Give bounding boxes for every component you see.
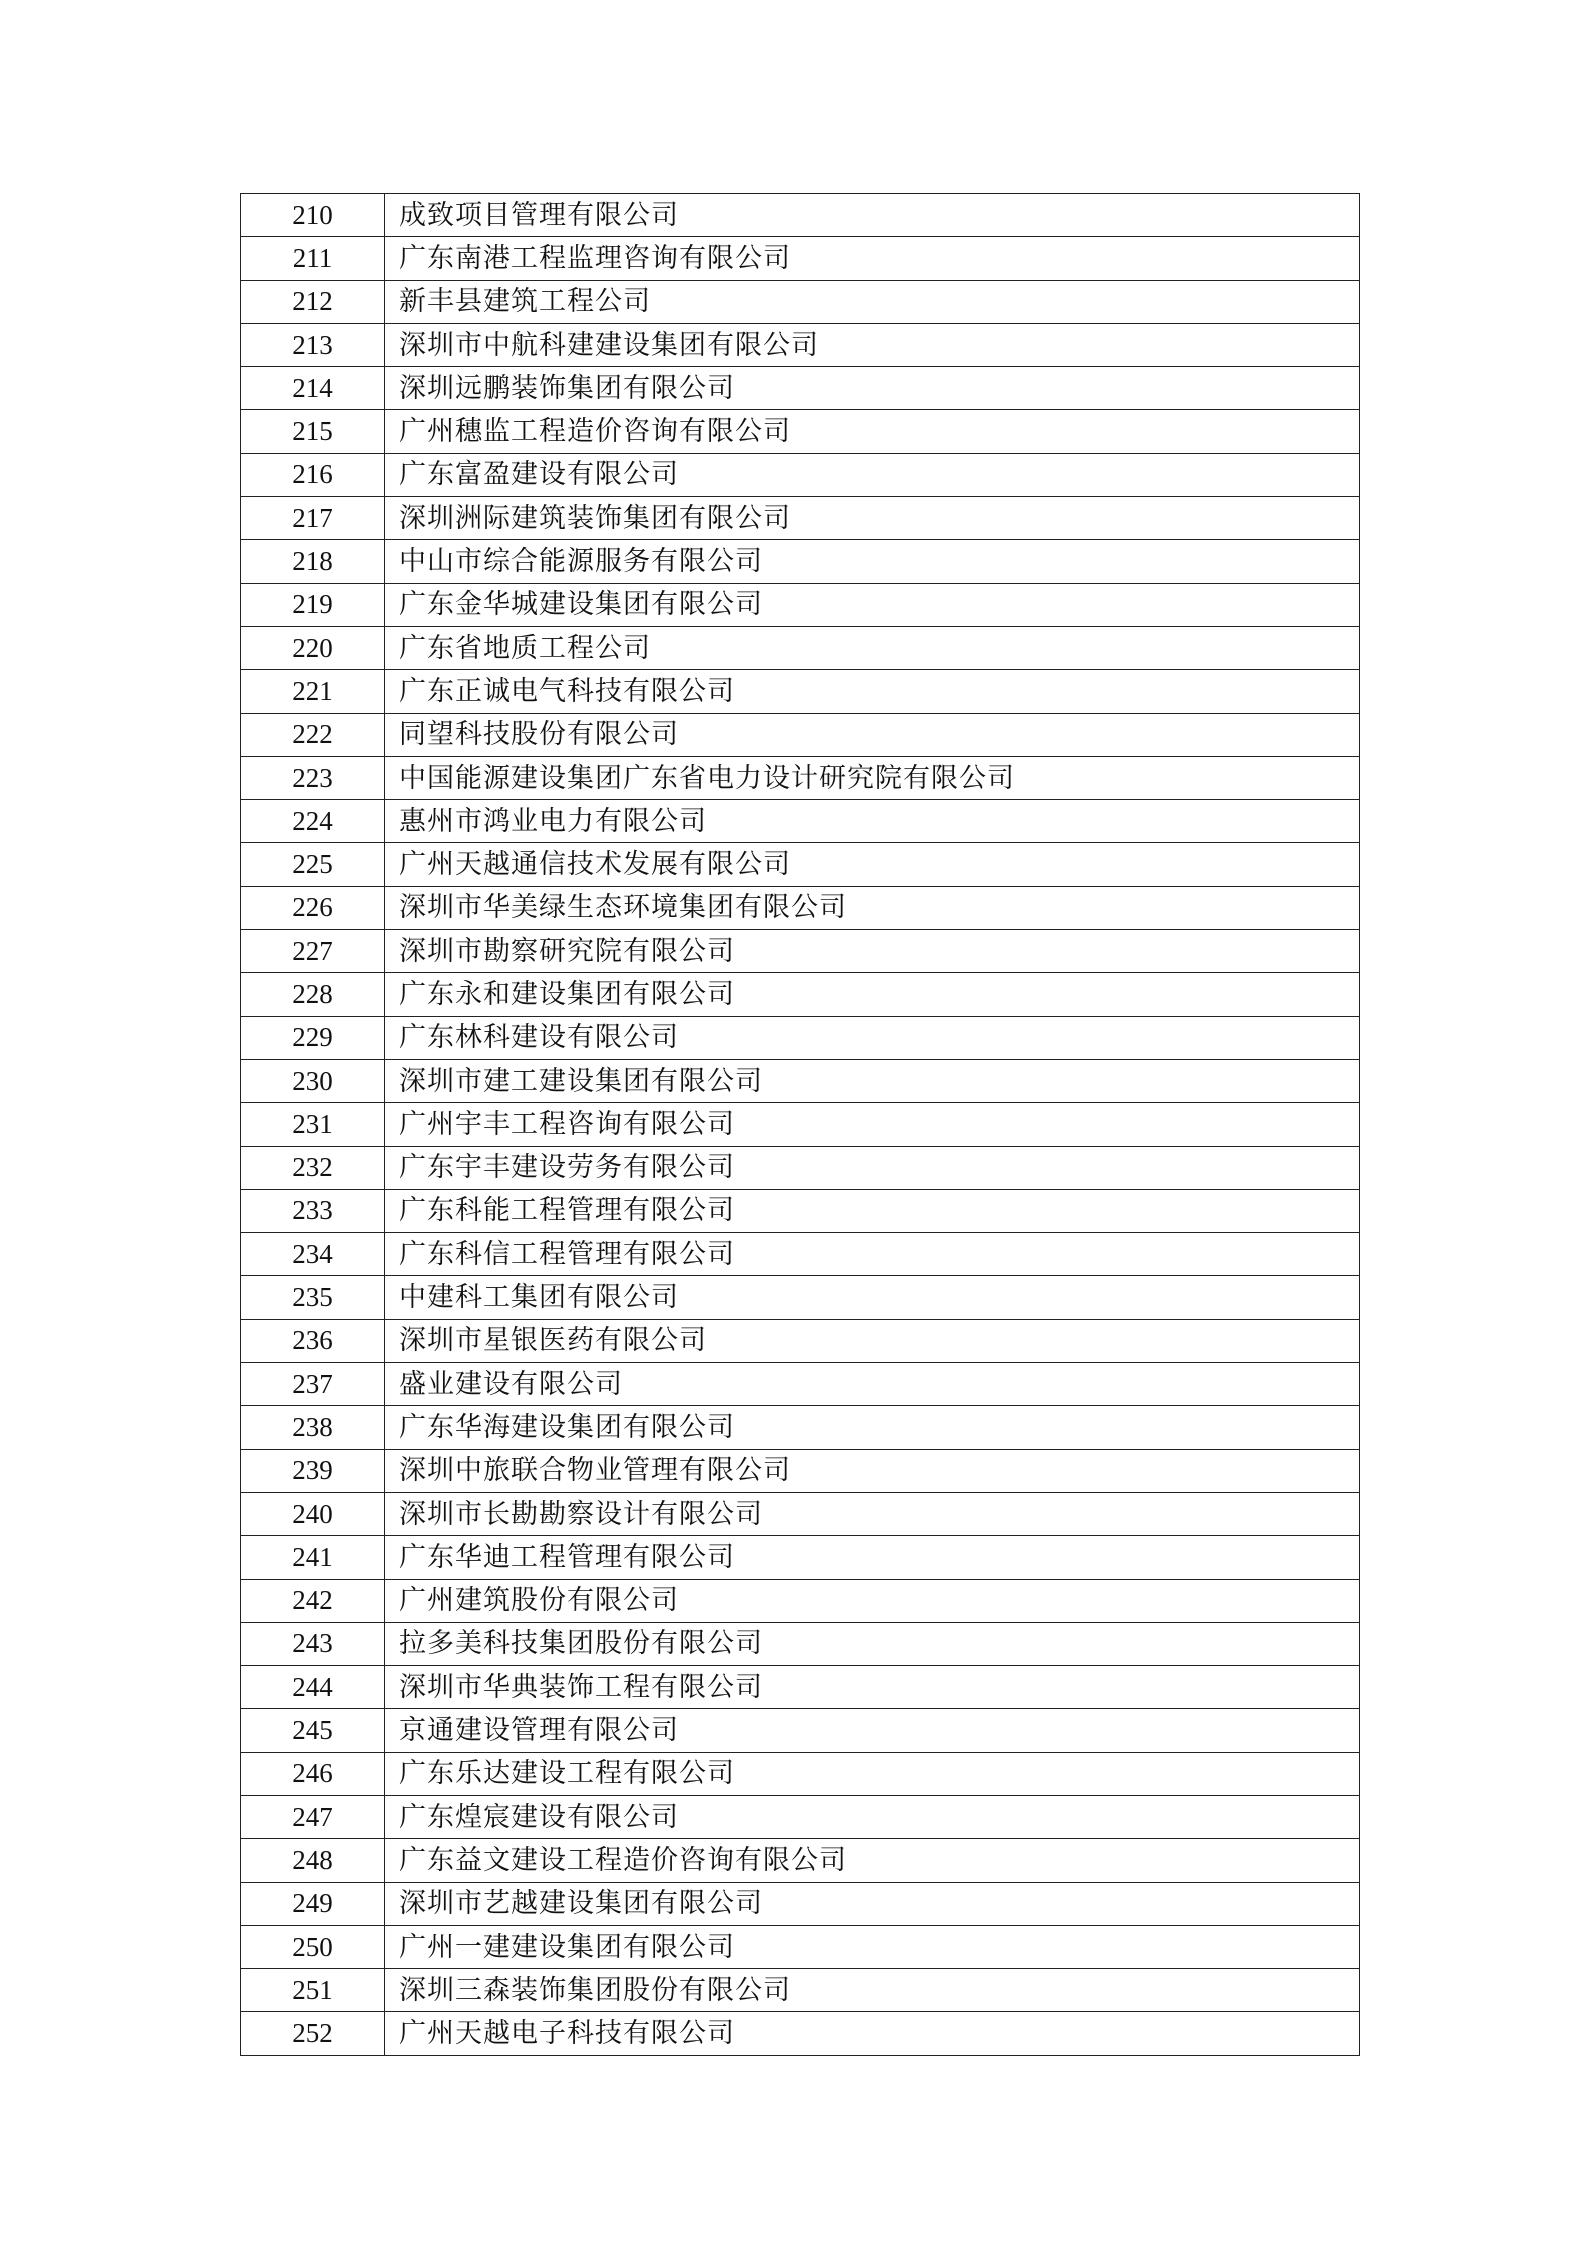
row-number-cell: 217 (241, 497, 385, 540)
company-name-cell: 广东乐达建设工程有限公司 (385, 1752, 1360, 1795)
company-name-cell: 深圳市艺越建设集团有限公司 (385, 1882, 1360, 1925)
company-name-cell: 广州天越通信技术发展有限公司 (385, 843, 1360, 886)
row-number-cell: 243 (241, 1622, 385, 1665)
table-row (241, 1319, 1360, 1362)
row-number-cell: 251 (241, 1969, 385, 2012)
company-name-cell: 深圳中旅联合物业管理有限公司 (385, 1449, 1360, 1492)
table-row (241, 843, 1360, 886)
company-name-cell: 新丰县建筑工程公司 (385, 280, 1360, 323)
row-number-cell: 221 (241, 670, 385, 713)
company-name-cell: 惠州市鸿业电力有限公司 (385, 800, 1360, 843)
table-row (241, 1189, 1360, 1232)
row-number-cell: 247 (241, 1795, 385, 1838)
row-number-cell: 239 (241, 1449, 385, 1492)
row-number-cell: 212 (241, 280, 385, 323)
table-row (241, 410, 1360, 453)
row-number-cell: 236 (241, 1319, 385, 1362)
table-row (241, 1406, 1360, 1449)
table-row (241, 453, 1360, 496)
company-name-cell: 拉多美科技集团股份有限公司 (385, 1622, 1360, 1665)
table-row (241, 323, 1360, 366)
table-row (241, 800, 1360, 843)
table-row (241, 194, 1360, 237)
table-row (241, 1969, 1360, 2012)
row-number-cell: 248 (241, 1839, 385, 1882)
company-name-cell: 广东科信工程管理有限公司 (385, 1233, 1360, 1276)
company-list-table (240, 193, 1360, 2056)
row-number-cell: 219 (241, 583, 385, 626)
company-name-cell: 深圳远鹏装饰集团有限公司 (385, 367, 1360, 410)
row-number-cell: 210 (241, 194, 385, 237)
row-number-cell: 233 (241, 1189, 385, 1232)
row-number-cell: 215 (241, 410, 385, 453)
table-row (241, 1795, 1360, 1838)
table-row (241, 497, 1360, 540)
company-name-cell: 深圳市星银医药有限公司 (385, 1319, 1360, 1362)
row-number-cell: 231 (241, 1103, 385, 1146)
table-row (241, 583, 1360, 626)
table-row (241, 1233, 1360, 1276)
company-name-cell: 广东金华城建设集团有限公司 (385, 583, 1360, 626)
company-name-cell: 广东华迪工程管理有限公司 (385, 1536, 1360, 1579)
row-number-cell: 245 (241, 1709, 385, 1752)
table-row (241, 1492, 1360, 1535)
company-name-cell: 深圳洲际建筑装饰集团有限公司 (385, 497, 1360, 540)
company-name-cell: 中国能源建设集团广东省电力设计研究院有限公司 (385, 756, 1360, 799)
table-row (241, 713, 1360, 756)
company-name-cell: 广东正诚电气科技有限公司 (385, 670, 1360, 713)
table-row (241, 367, 1360, 410)
row-number-cell: 252 (241, 2012, 385, 2055)
company-name-cell: 盛业建设有限公司 (385, 1363, 1360, 1406)
company-name-cell: 广东科能工程管理有限公司 (385, 1189, 1360, 1232)
company-name-cell: 广东煌宸建设有限公司 (385, 1795, 1360, 1838)
row-number-cell: 242 (241, 1579, 385, 1622)
company-name-cell: 深圳市华美绿生态环境集团有限公司 (385, 886, 1360, 929)
row-number-cell: 234 (241, 1233, 385, 1276)
table-row (241, 973, 1360, 1016)
row-number-cell: 223 (241, 756, 385, 799)
row-number-cell: 249 (241, 1882, 385, 1925)
row-number-cell: 220 (241, 626, 385, 669)
company-name-cell: 中建科工集团有限公司 (385, 1276, 1360, 1319)
row-number-cell: 229 (241, 1016, 385, 1059)
table-row (241, 1752, 1360, 1795)
company-name-cell: 同望科技股份有限公司 (385, 713, 1360, 756)
row-number-cell: 211 (241, 237, 385, 280)
company-name-cell: 广州建筑股份有限公司 (385, 1579, 1360, 1622)
row-number-cell: 218 (241, 540, 385, 583)
table-row (241, 1536, 1360, 1579)
company-name-cell: 广州穗监工程造价咨询有限公司 (385, 410, 1360, 453)
company-name-cell: 深圳市建工建设集团有限公司 (385, 1059, 1360, 1102)
company-name-cell: 中山市综合能源服务有限公司 (385, 540, 1360, 583)
row-number-cell: 226 (241, 886, 385, 929)
table-row (241, 756, 1360, 799)
row-number-cell: 235 (241, 1276, 385, 1319)
company-name-cell: 深圳市长勘勘察设计有限公司 (385, 1492, 1360, 1535)
row-number-cell: 225 (241, 843, 385, 886)
company-name-cell: 广州宇丰工程咨询有限公司 (385, 1103, 1360, 1146)
row-number-cell: 216 (241, 453, 385, 496)
table-row (241, 1016, 1360, 1059)
row-number-cell: 241 (241, 1536, 385, 1579)
table-row (241, 237, 1360, 280)
table-row (241, 1579, 1360, 1622)
company-name-cell: 深圳市华典装饰工程有限公司 (385, 1666, 1360, 1709)
company-name-cell: 深圳市勘察研究院有限公司 (385, 930, 1360, 973)
row-number-cell: 228 (241, 973, 385, 1016)
company-name-cell: 广东富盈建设有限公司 (385, 453, 1360, 496)
company-name-cell: 广东南港工程监理咨询有限公司 (385, 237, 1360, 280)
table-row (241, 2012, 1360, 2055)
table-row (241, 626, 1360, 669)
table-row (241, 930, 1360, 973)
table-row (241, 280, 1360, 323)
row-number-cell: 230 (241, 1059, 385, 1102)
company-name-cell: 广东华海建设集团有限公司 (385, 1406, 1360, 1449)
company-name-cell: 京通建设管理有限公司 (385, 1709, 1360, 1752)
table-row (241, 1449, 1360, 1492)
row-number-cell: 224 (241, 800, 385, 843)
table-row (241, 1622, 1360, 1665)
table-row (241, 1059, 1360, 1102)
row-number-cell: 213 (241, 323, 385, 366)
table-row (241, 1839, 1360, 1882)
company-name-cell: 广东林科建设有限公司 (385, 1016, 1360, 1059)
company-name-cell: 深圳三森装饰集团股份有限公司 (385, 1969, 1360, 2012)
company-name-cell: 广东宇丰建设劳务有限公司 (385, 1146, 1360, 1189)
row-number-cell: 237 (241, 1363, 385, 1406)
company-name-cell: 深圳市中航科建建设集团有限公司 (385, 323, 1360, 366)
company-name-cell: 广东益文建设工程造价咨询有限公司 (385, 1839, 1360, 1882)
table-row (241, 1363, 1360, 1406)
table-row (241, 1666, 1360, 1709)
row-number-cell: 250 (241, 1925, 385, 1968)
table-row (241, 1276, 1360, 1319)
company-name-cell: 广州一建建设集团有限公司 (385, 1925, 1360, 1968)
table-row (241, 1103, 1360, 1146)
company-name-cell: 广东省地质工程公司 (385, 626, 1360, 669)
table-row (241, 886, 1360, 929)
row-number-cell: 232 (241, 1146, 385, 1189)
row-number-cell: 246 (241, 1752, 385, 1795)
table-row (241, 1925, 1360, 1968)
table-row (241, 1146, 1360, 1189)
row-number-cell: 222 (241, 713, 385, 756)
table-row (241, 540, 1360, 583)
row-number-cell: 244 (241, 1666, 385, 1709)
table-row (241, 1882, 1360, 1925)
table-row (241, 670, 1360, 713)
company-name-cell: 成致项目管理有限公司 (385, 194, 1360, 237)
table-row (241, 1709, 1360, 1752)
row-number-cell: 238 (241, 1406, 385, 1449)
company-name-cell: 广州天越电子科技有限公司 (385, 2012, 1360, 2055)
table-body (241, 194, 1360, 2056)
row-number-cell: 227 (241, 930, 385, 973)
row-number-cell: 240 (241, 1492, 385, 1535)
row-number-cell: 214 (241, 367, 385, 410)
company-name-cell: 广东永和建设集团有限公司 (385, 973, 1360, 1016)
